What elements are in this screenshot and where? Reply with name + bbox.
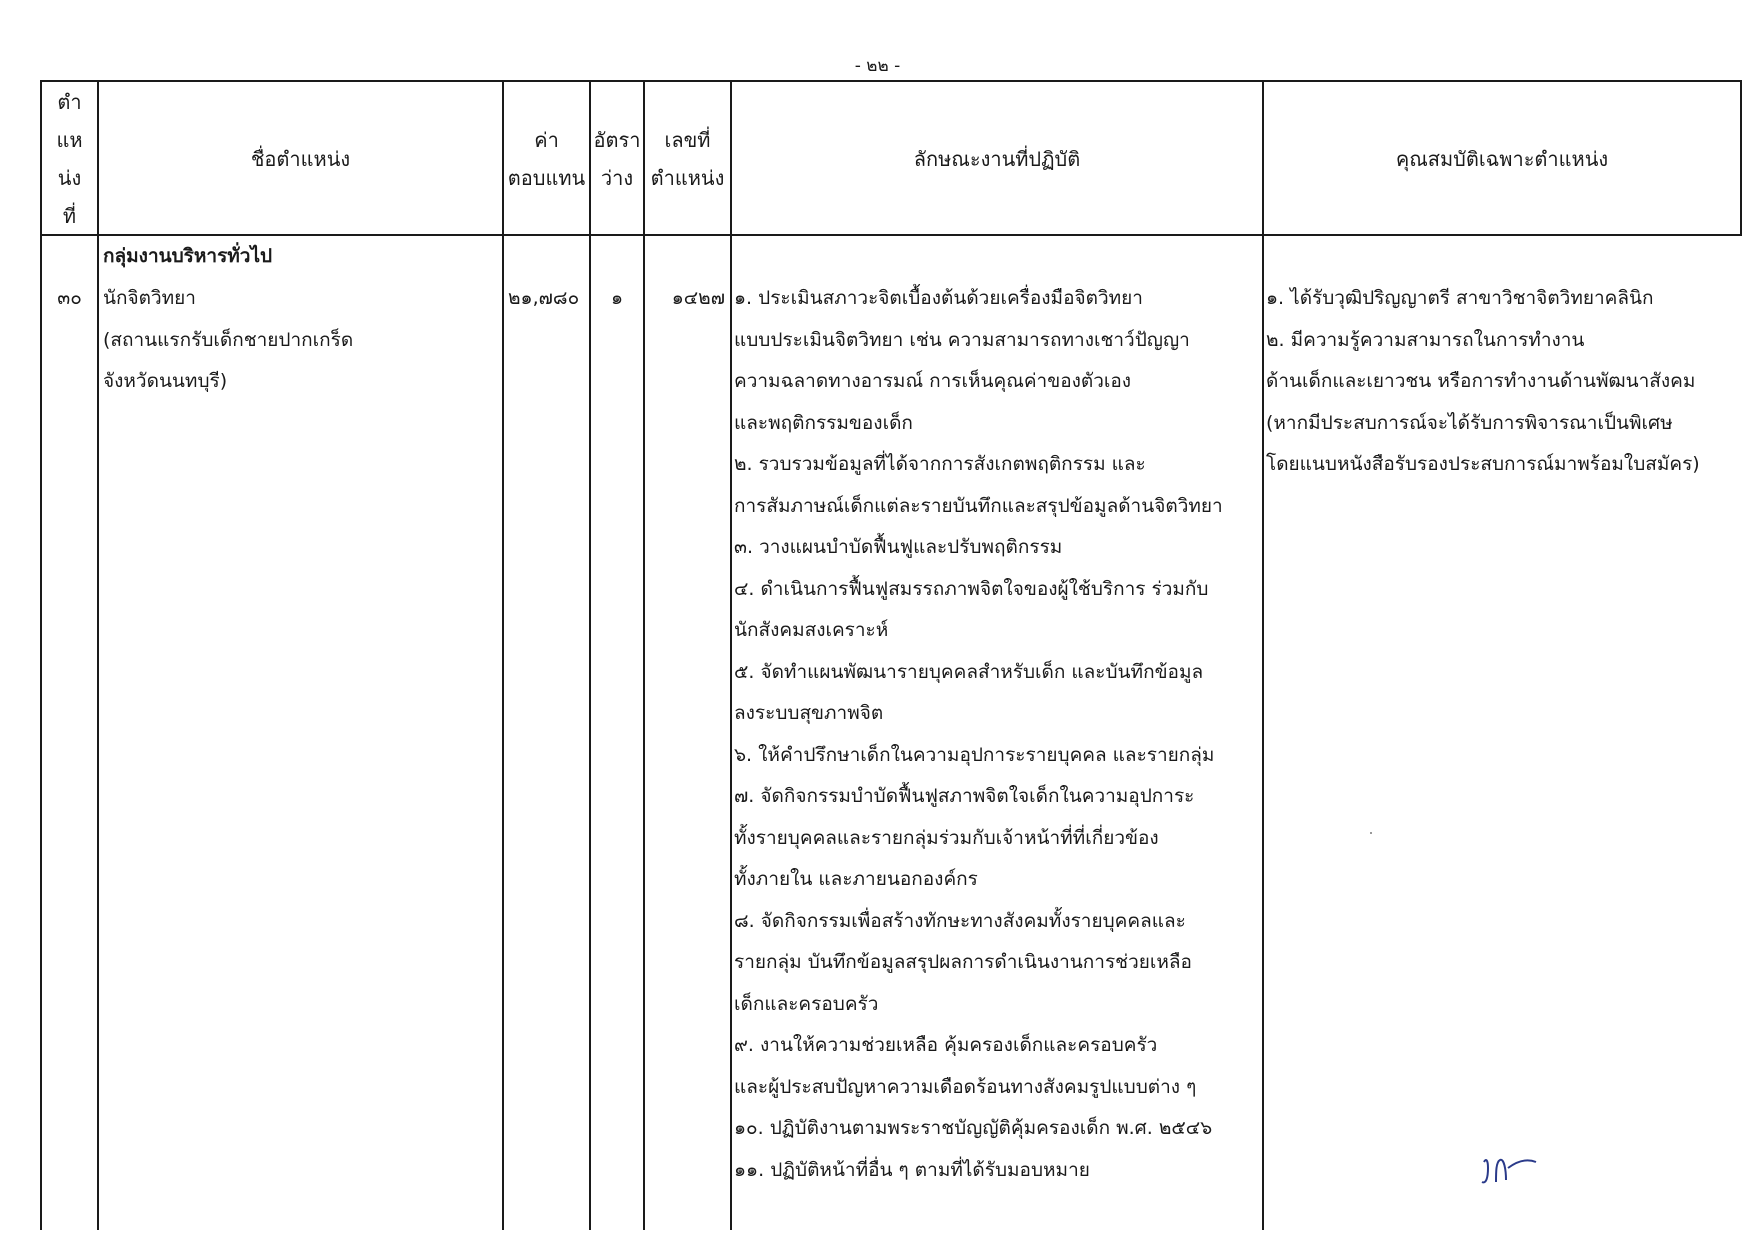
duty-line: ๑๑. ปฏิบัติหน้าที่อื่น ๆ ตามที่ได้รับมอบหมาย: [734, 1158, 1090, 1181]
scan-speck: [1370, 832, 1372, 834]
duty-line: เด็กและครอบครัว: [734, 992, 879, 1015]
signature-mark: [1478, 1148, 1538, 1188]
duty-line: ๕. จัดทำแผนพัฒนารายบุคคลสำหรับเด็ก และบันทึกข้อมูล: [734, 660, 1204, 683]
qualification-line: ด้านเด็กและเยาวชน หรือการทำงานด้านพัฒนาสังคม: [1266, 370, 1696, 392]
duty-line: ๓. วางแผนบำบัดฟื้นฟูและปรับพฤติกรรม: [734, 536, 1063, 558]
position-table: [40, 80, 1742, 1230]
duty-line: ๙. งานให้ความช่วยเหลือ คุ้มครองเด็กและครอบครัว: [734, 1034, 1158, 1056]
col-border-2: [502, 80, 504, 1230]
row-position-no: ๑๔๒๗: [671, 287, 725, 309]
row-position-name: [103, 278, 353, 403]
header-duties: ลักษณะงานที่ปฏิบัติ: [913, 147, 1081, 171]
col-border-5: [730, 80, 732, 1230]
col-border-right: [1740, 80, 1742, 235]
duty-line: ๔. ดำเนินการฟื้นฟูสมรรถภาพจิตใจของผู้ใช้บริการ ร่วมกับ: [734, 577, 1209, 600]
duty-line: ๗. จัดกิจกรรมบำบัดฟื้นฟูสภาพจิตใจเด็กในความอุปการะ: [734, 785, 1195, 807]
duty-line: รายกลุ่ม บันทึกข้อมูลสรุปผลการดำเนินงานการช่วยเหลือ: [734, 951, 1192, 973]
row-vacancy: ๑: [610, 287, 624, 309]
header-name: ชื่อตำแหน่ง: [250, 147, 351, 171]
col-border-4: [643, 80, 645, 1230]
position-name-line: นักจิตวิทยา: [103, 287, 196, 309]
duty-line: ความฉลาดทางอารมณ์ การเห็นคุณค่าของตัวเอง: [734, 370, 1132, 392]
position-name-line: จังหวัดนนทบุรี): [103, 370, 228, 392]
row-salary: ๒๑,๗๘๐: [508, 287, 580, 309]
qualification-line: (หากมีประสบการณ์จะได้รับการพิจารณาเป็นพิเศษ: [1266, 411, 1673, 434]
row-duties: [734, 278, 1223, 1191]
header-vacancy: อัตราว่าง: [593, 128, 641, 190]
col-border-6: [1262, 80, 1264, 1230]
duty-line: และพฤติกรรมของเด็ก: [734, 411, 913, 434]
qualification-line: ๒. มีความรู้ความสามารถในการทำงาน: [1266, 328, 1585, 351]
page-number: - ๒๒ -: [854, 56, 901, 76]
group-title: กลุ่มงานบริหารทั่วไป: [103, 245, 273, 267]
header-salary: ค่าตอบแทน: [507, 128, 586, 190]
qualification-line: โดยแนบหนังสือรับรองประสบการณ์มาพร้อมใบสมัคร): [1266, 453, 1700, 475]
duty-line: ๑๐. ปฏิบัติงานตามพระราชบัญญัติคุ้มครองเด็ก พ.ศ. ๒๕๔๖: [734, 1117, 1213, 1139]
header-seq: ตำแหน่งที่: [56, 90, 83, 228]
header-qualifications: คุณสมบัติเฉพาะตำแหน่ง: [1395, 147, 1609, 171]
row-qualifications: [1266, 278, 1700, 486]
duty-line: ๑. ประเมินสภาวะจิตเบื้องต้นด้วยเครื่องมือจิตวิทยา: [734, 287, 1143, 309]
duty-line: นักสังคมสงเคราะห์: [734, 619, 889, 641]
row-seq: ๓๐: [57, 287, 82, 309]
duty-line: ทั้งภายใน และภายนอกองค์กร: [734, 868, 978, 890]
duty-line: ๘. จัดกิจกรรมเพื่อสร้างทักษะทางสังคมทั้งรายบุคคลและ: [734, 909, 1186, 932]
duty-line: และผู้ประสบปัญหาความเดือดร้อนทางสังคมรูปแบบต่าง ๆ: [734, 1075, 1197, 1098]
col-border-1: [97, 80, 99, 1230]
col-border-left: [40, 80, 42, 1230]
duty-line: ลงระบบสุขภาพจิต: [734, 702, 884, 724]
duty-line: ๖. ให้คำปรึกษาเด็กในความอุปการะรายบุคคล และรายกลุ่ม: [734, 743, 1215, 766]
duty-line: แบบประเมินจิตวิทยา เช่น ความสามารถทางเชาว์ปัญญา: [734, 328, 1190, 351]
header-position-no: เลขที่ตำแหน่ง: [650, 128, 725, 190]
col-border-3: [589, 80, 591, 1230]
duty-line: การสัมภาษณ์เด็กแต่ละรายบันทึกและสรุปข้อมูลด้านจิตวิทยา: [734, 494, 1223, 517]
duty-line: ๒. รวบรวมข้อมูลที่ได้จากการสังเกตพฤติกรรม และ: [734, 453, 1146, 475]
position-name-line: (สถานแรกรับเด็กชายปากเกร็ด: [103, 328, 354, 351]
qualification-line: ๑. ได้รับวุฒิปริญญาตรี สาขาวิชาจิตวิทยาคลินิก: [1266, 287, 1654, 309]
duty-line: ทั้งรายบุคคลและรายกลุ่มร่วมกับเจ้าหน้าที่ที่เกี่ยวข้อง: [734, 826, 1159, 849]
